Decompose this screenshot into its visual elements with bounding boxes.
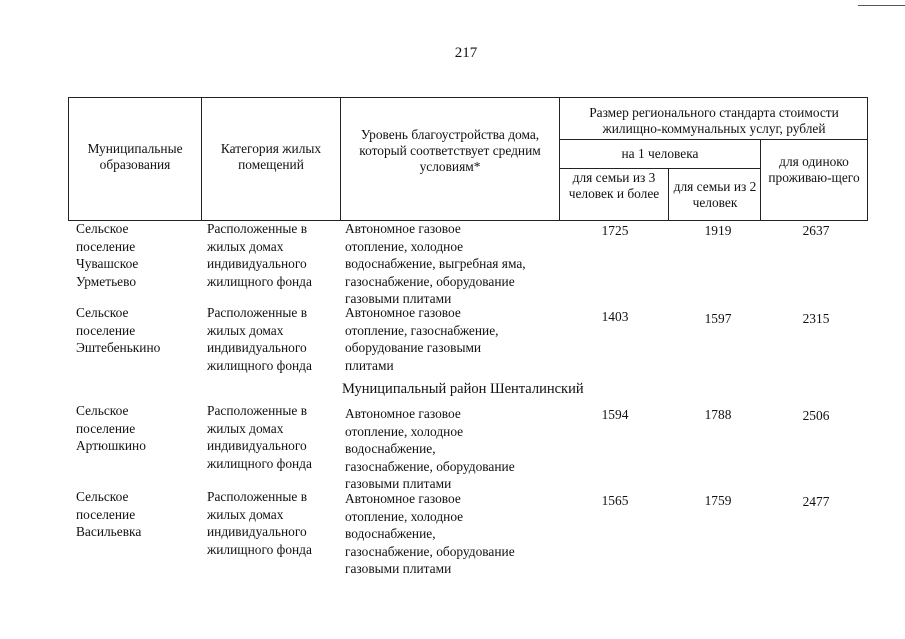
header-standard-size: Размер регионального стандарта стоимости жилищно-коммунальных услуг, рублей (589, 105, 839, 136)
page-number: 217 (454, 45, 478, 61)
row2-single: 2315 (802, 311, 830, 326)
header-sub-rule-2 (559, 168, 760, 169)
header-divider-3 (559, 97, 560, 221)
row3-amenities: Автономное газовое отопление, холодное водоснабжение, газоснабжение, оборудование газовыми плитами (345, 406, 515, 491)
row2-amenities: Автономное газовое отопление, газоснабжение, оборудование газовыми плитами (345, 305, 499, 373)
header-municipality: Муниципальные образования (87, 141, 183, 172)
header-amenities: Уровень благоустройства дома, который соответствует средним условиям* (359, 127, 541, 174)
header-top-border (68, 97, 868, 98)
row4-family2: 1759 (704, 493, 732, 508)
header-divider-1 (201, 97, 202, 221)
header-divider-4 (668, 168, 669, 221)
row3-family3: 1594 (601, 407, 629, 422)
row1-family2: 1919 (704, 223, 732, 238)
district-heading: Муниципальный район Шенталинский (342, 381, 584, 397)
row2-family3: 1403 (601, 309, 629, 324)
row3-family2: 1788 (704, 407, 732, 422)
header-family3: для семьи из 3 человек и более (568, 170, 660, 201)
table-header (68, 97, 868, 221)
row4-municipality: Сельское поселение Васильевка (76, 489, 142, 539)
row2-category: Расположенные в жилых домах индивидуального жилищного фонда (207, 305, 312, 373)
header-single: для одиноко проживаю-щего (768, 154, 860, 185)
row2-family2: 1597 (704, 311, 732, 326)
top-edge-line (858, 5, 905, 6)
row4-category: Расположенные в жилых домах индивидуального жилищного фонда (207, 489, 312, 557)
header-divider-2 (340, 97, 341, 221)
row3-category: Расположенные в жилых домах индивидуального жилищного фонда (207, 403, 312, 471)
row4-single: 2477 (802, 494, 830, 509)
row3-municipality: Сельское поселение Артюшкино (76, 403, 146, 453)
header-sub-rule-1 (559, 139, 868, 140)
header-right-border (867, 97, 868, 221)
row1-municipality: Сельское поселение Чувашское Урметьево (76, 221, 139, 289)
header-left-border (68, 97, 69, 221)
row1-category: Расположенные в жилых домах индивидуального жилищного фонда (207, 221, 312, 289)
row2-municipality: Сельское поселение Эштебенькино (76, 305, 161, 355)
header-divider-5 (760, 139, 761, 221)
row1-amenities: Автономное газовое отопление, холодное водоснабжение, выгребная яма, газоснабжение, оборудование газовыми плитами (345, 221, 526, 306)
row4-amenities: Автономное газовое отопление, холодное водоснабжение, газоснабжение, оборудование газовыми плитами (345, 491, 515, 576)
header-per-person: на 1 человека (621, 146, 699, 161)
row4-family3: 1565 (601, 493, 629, 508)
row1-family3: 1725 (601, 223, 629, 238)
row3-single: 2506 (802, 408, 830, 423)
row1-single: 2637 (802, 223, 830, 238)
header-category: Категория жилых помещений (220, 141, 322, 172)
header-family2: для семьи из 2 человек (673, 179, 757, 210)
